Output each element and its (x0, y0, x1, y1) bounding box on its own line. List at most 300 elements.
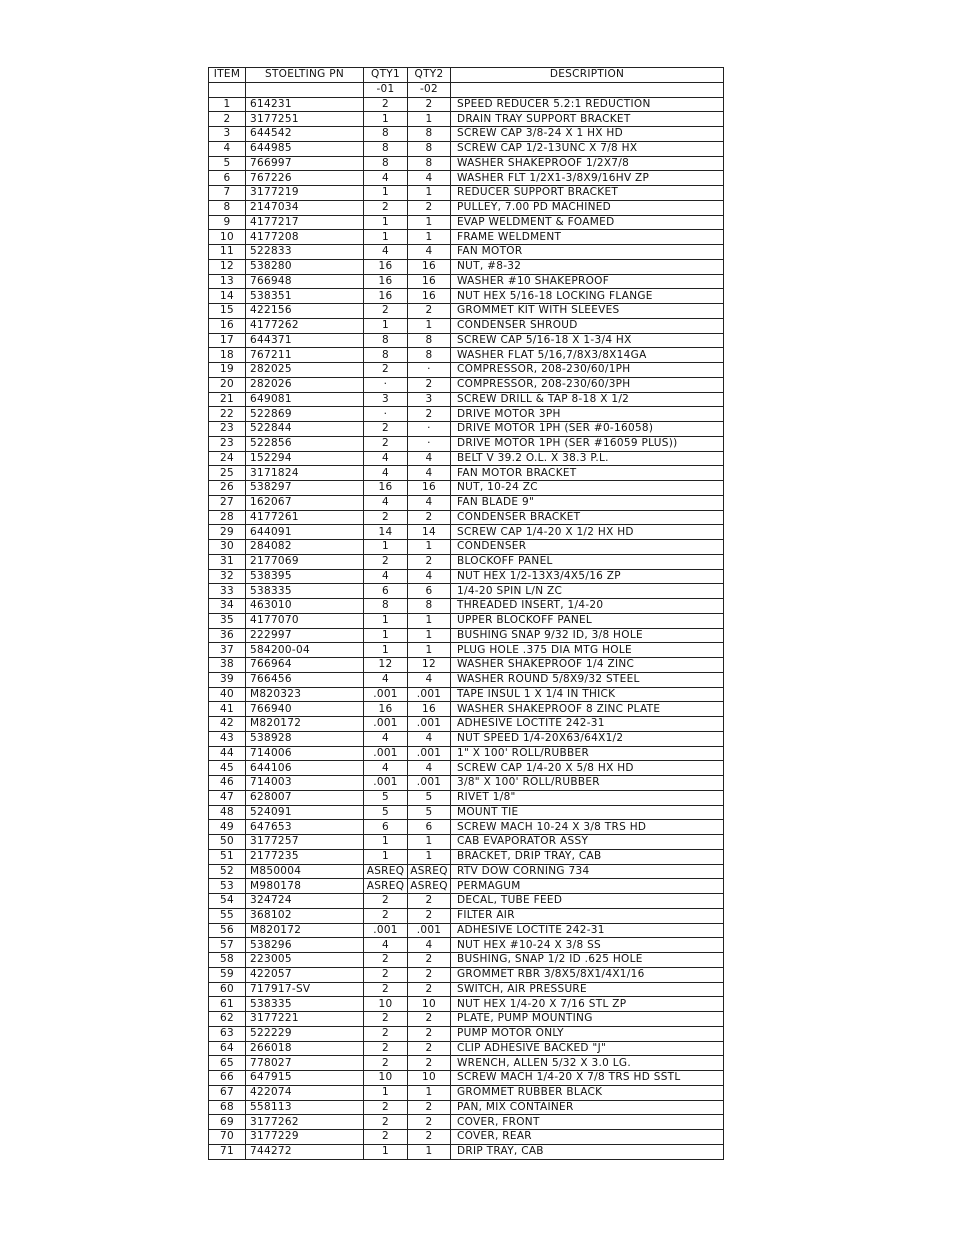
header-stoelting-pn: STOELTING PN (246, 68, 364, 83)
cell-qty2: 1 (408, 186, 451, 201)
cell-description: FILTER AIR (451, 908, 724, 923)
cell-description: SCREW DRILL & TAP 8-18 X 1/2 (451, 392, 724, 407)
cell-qty2: 2 (408, 1115, 451, 1130)
cell-item: 53 (209, 879, 246, 894)
cell-qty2: 5 (408, 805, 451, 820)
cell-stoelting-pn: 524091 (246, 805, 364, 820)
cell-qty1: .001 (364, 746, 408, 761)
table-row (209, 304, 724, 319)
cell-item: 40 (209, 687, 246, 702)
cell-qty1: 3 (364, 392, 408, 407)
cell-description: WASHER FLT 1/2X1-3/8X9/16HV ZP (451, 171, 724, 186)
cell-item: 67 (209, 1085, 246, 1100)
cell-qty1: 8 (364, 333, 408, 348)
cell-qty1: 2 (364, 982, 408, 997)
table-row (209, 643, 724, 658)
table-row (209, 112, 724, 127)
cell-stoelting-pn: M820172 (246, 717, 364, 732)
table-row (209, 879, 724, 894)
cell-qty1: 2 (364, 97, 408, 112)
table-row (209, 687, 724, 702)
cell-stoelting-pn: 324724 (246, 894, 364, 909)
cell-qty2: 10 (408, 1071, 451, 1086)
table-row (209, 127, 724, 142)
cell-qty1: 2 (364, 967, 408, 982)
cell-description: WRENCH, ALLEN 5/32 X 3.0 LG. (451, 1056, 724, 1071)
table-row (209, 274, 724, 289)
cell-item: 39 (209, 672, 246, 687)
cell-item: 5 (209, 156, 246, 171)
cell-description: PAN, MIX CONTAINER (451, 1100, 724, 1115)
cell-item: 7 (209, 186, 246, 201)
cell-qty2: 3 (408, 392, 451, 407)
subheader-description-blank (451, 82, 724, 97)
cell-stoelting-pn: 714006 (246, 746, 364, 761)
cell-stoelting-pn: 522833 (246, 245, 364, 260)
cell-qty1: 2 (364, 1115, 408, 1130)
cell-item: 51 (209, 849, 246, 864)
cell-item: 60 (209, 982, 246, 997)
cell-description: BUSHING SNAP 9/32 ID, 3/8 HOLE (451, 628, 724, 643)
cell-qty1: 2 (364, 1100, 408, 1115)
cell-item: 2 (209, 112, 246, 127)
cell-qty2: 2 (408, 407, 451, 422)
cell-stoelting-pn: 778027 (246, 1056, 364, 1071)
cell-qty2: 8 (408, 599, 451, 614)
cell-qty2: 6 (408, 584, 451, 599)
cell-qty1: 16 (364, 289, 408, 304)
cell-description: WASHER ROUND 5/8X9/32 STEEL (451, 672, 724, 687)
cell-qty2: 1 (408, 112, 451, 127)
table-row (209, 1056, 724, 1071)
cell-item: 9 (209, 215, 246, 230)
cell-qty2: 6 (408, 820, 451, 835)
cell-qty1: · (364, 377, 408, 392)
cell-stoelting-pn: 282026 (246, 377, 364, 392)
table-row (209, 407, 724, 422)
table-row (209, 908, 724, 923)
cell-description: SCREW CAP 5/16-18 X 1-3/4 HX (451, 333, 724, 348)
cell-description: WASHER SHAKEPROOF 8 ZINC PLATE (451, 702, 724, 717)
cell-qty1: 2 (364, 1012, 408, 1027)
cell-qty1: 1 (364, 230, 408, 245)
cell-stoelting-pn: 766964 (246, 658, 364, 673)
header-row (209, 68, 724, 83)
cell-item: 29 (209, 525, 246, 540)
cell-qty2: 10 (408, 997, 451, 1012)
cell-stoelting-pn: 628007 (246, 790, 364, 805)
cell-item: 65 (209, 1056, 246, 1071)
cell-item: 12 (209, 259, 246, 274)
cell-qty2: 4 (408, 245, 451, 260)
cell-item: 50 (209, 835, 246, 850)
cell-stoelting-pn: M820172 (246, 923, 364, 938)
cell-item: 57 (209, 938, 246, 953)
cell-qty1: 2 (364, 1026, 408, 1041)
cell-item: 48 (209, 805, 246, 820)
cell-qty1: 1 (364, 628, 408, 643)
cell-qty2: ASREQ (408, 864, 451, 879)
table-row (209, 1115, 724, 1130)
cell-qty2: 1 (408, 849, 451, 864)
cell-stoelting-pn: 717917-SV (246, 982, 364, 997)
cell-description: ADHESIVE LOCTITE 242-31 (451, 717, 724, 732)
cell-qty1: 1 (364, 613, 408, 628)
cell-qty2: 4 (408, 938, 451, 953)
cell-qty2: 2 (408, 967, 451, 982)
cell-item: 28 (209, 510, 246, 525)
cell-item: 46 (209, 776, 246, 791)
table-row (209, 599, 724, 614)
cell-stoelting-pn: 222997 (246, 628, 364, 643)
cell-description: FAN MOTOR BRACKET (451, 466, 724, 481)
cell-description: CONDENSER BRACKET (451, 510, 724, 525)
cell-description: PULLEY, 7.00 PD MACHINED (451, 200, 724, 215)
cell-qty2: 1 (408, 215, 451, 230)
cell-item: 47 (209, 790, 246, 805)
cell-qty2: 16 (408, 289, 451, 304)
cell-stoelting-pn: 614231 (246, 97, 364, 112)
cell-qty2: 2 (408, 1130, 451, 1145)
table-row (209, 451, 724, 466)
cell-item: 27 (209, 495, 246, 510)
cell-item: 70 (209, 1130, 246, 1145)
table-row (209, 186, 724, 201)
table-row (209, 540, 724, 555)
table-row (209, 717, 724, 732)
table-row (209, 569, 724, 584)
cell-description: NUT HEX 1/2-13X3/4X5/16 ZP (451, 569, 724, 584)
cell-qty1: 14 (364, 525, 408, 540)
cell-stoelting-pn: 744272 (246, 1144, 364, 1159)
table-row (209, 554, 724, 569)
subheader-qty2: -02 (408, 82, 451, 97)
cell-qty1: 4 (364, 451, 408, 466)
cell-stoelting-pn: 422074 (246, 1085, 364, 1100)
cell-item: 44 (209, 746, 246, 761)
cell-qty1: 4 (364, 171, 408, 186)
cell-description: FRAME WELDMENT (451, 230, 724, 245)
table-row (209, 495, 724, 510)
cell-stoelting-pn: 2147034 (246, 200, 364, 215)
cell-description: DECAL, TUBE FEED (451, 894, 724, 909)
cell-description: COMPRESSOR, 208-230/60/1PH (451, 363, 724, 378)
cell-description: WASHER SHAKEPROOF 1/2X7/8 (451, 156, 724, 171)
cell-description: FAN MOTOR (451, 245, 724, 260)
table-row (209, 348, 724, 363)
cell-description: COMPRESSOR, 208-230/60/3PH (451, 377, 724, 392)
cell-stoelting-pn: 284082 (246, 540, 364, 555)
cell-item: 6 (209, 171, 246, 186)
cell-stoelting-pn: 538335 (246, 584, 364, 599)
cell-qty2: 4 (408, 466, 451, 481)
table-row (209, 746, 724, 761)
cell-item: 49 (209, 820, 246, 835)
cell-description: NUT HEX 1/4-20 X 7/16 STL ZP (451, 997, 724, 1012)
cell-qty2: 4 (408, 451, 451, 466)
cell-qty1: 2 (364, 1041, 408, 1056)
cell-stoelting-pn: 766940 (246, 702, 364, 717)
table-row (209, 97, 724, 112)
cell-qty2: .001 (408, 717, 451, 732)
table-row (209, 230, 724, 245)
cell-description: BELT V 39.2 O.L. X 38.3 P.L. (451, 451, 724, 466)
cell-description: CONDENSER (451, 540, 724, 555)
table-row (209, 658, 724, 673)
cell-stoelting-pn: 3177251 (246, 112, 364, 127)
cell-item: 22 (209, 407, 246, 422)
table-row (209, 967, 724, 982)
cell-description: PUMP MOTOR ONLY (451, 1026, 724, 1041)
cell-description: SCREW CAP 1/2-13UNC X 7/8 HX (451, 141, 724, 156)
header-item: ITEM (209, 68, 246, 83)
cell-qty2: 1 (408, 230, 451, 245)
cell-qty2: 2 (408, 304, 451, 319)
cell-stoelting-pn: M980178 (246, 879, 364, 894)
table-row (209, 1144, 724, 1159)
cell-stoelting-pn: 3171824 (246, 466, 364, 481)
cell-item: 21 (209, 392, 246, 407)
cell-stoelting-pn: 3177219 (246, 186, 364, 201)
table-row (209, 259, 724, 274)
table-row (209, 525, 724, 540)
cell-item: 23 (209, 422, 246, 437)
cell-stoelting-pn: 282025 (246, 363, 364, 378)
cell-description: DRAIN TRAY SUPPORT BRACKET (451, 112, 724, 127)
cell-item: 25 (209, 466, 246, 481)
cell-qty1: 4 (364, 245, 408, 260)
table-row (209, 510, 724, 525)
cell-qty2: 2 (408, 908, 451, 923)
cell-description: COVER, REAR (451, 1130, 724, 1145)
cell-qty1: .001 (364, 717, 408, 732)
cell-qty2: 4 (408, 672, 451, 687)
cell-qty2: 4 (408, 171, 451, 186)
cell-item: 36 (209, 628, 246, 643)
cell-qty2: 12 (408, 658, 451, 673)
cell-description: NUT, #8-32 (451, 259, 724, 274)
table-row (209, 466, 724, 481)
cell-stoelting-pn: M820323 (246, 687, 364, 702)
cell-stoelting-pn: 4177217 (246, 215, 364, 230)
table-row (209, 481, 724, 496)
cell-qty2: ASREQ (408, 879, 451, 894)
cell-stoelting-pn: 4177262 (246, 318, 364, 333)
cell-qty2: 1 (408, 1085, 451, 1100)
table-row (209, 805, 724, 820)
cell-qty2: 16 (408, 702, 451, 717)
cell-qty1: 1 (364, 835, 408, 850)
table-row (209, 436, 724, 451)
cell-qty1: 2 (364, 200, 408, 215)
table-row (209, 820, 724, 835)
cell-qty2: 4 (408, 761, 451, 776)
cell-description: ADHESIVE LOCTITE 242-31 (451, 923, 724, 938)
header-description: DESCRIPTION (451, 68, 724, 83)
cell-qty2: 8 (408, 127, 451, 142)
cell-item: 42 (209, 717, 246, 732)
cell-qty2: .001 (408, 776, 451, 791)
cell-qty2: 2 (408, 510, 451, 525)
cell-stoelting-pn: 766997 (246, 156, 364, 171)
cell-item: 26 (209, 481, 246, 496)
table-row (209, 628, 724, 643)
cell-qty2: 2 (408, 1012, 451, 1027)
cell-description: SCREW CAP 1/4-20 X 5/8 HX HD (451, 761, 724, 776)
cell-qty1: 4 (364, 466, 408, 481)
cell-qty2: 1 (408, 540, 451, 555)
cell-qty1: 8 (364, 599, 408, 614)
table-row (209, 422, 724, 437)
table-row (209, 790, 724, 805)
table-row (209, 392, 724, 407)
cell-stoelting-pn: 368102 (246, 908, 364, 923)
cell-qty1: 8 (364, 156, 408, 171)
cell-stoelting-pn: 266018 (246, 1041, 364, 1056)
cell-qty2: · (408, 436, 451, 451)
cell-stoelting-pn: 767226 (246, 171, 364, 186)
cell-qty1: 2 (364, 363, 408, 378)
cell-stoelting-pn: 644985 (246, 141, 364, 156)
cell-qty1: 2 (364, 894, 408, 909)
cell-item: 1 (209, 97, 246, 112)
cell-item: 19 (209, 363, 246, 378)
cell-qty2: 1 (408, 613, 451, 628)
cell-qty2: 1 (408, 1144, 451, 1159)
table-row (209, 982, 724, 997)
cell-item: 18 (209, 348, 246, 363)
table-row (209, 672, 724, 687)
cell-qty2: 8 (408, 333, 451, 348)
table-row (209, 584, 724, 599)
cell-qty2: 4 (408, 569, 451, 584)
cell-qty1: 8 (364, 127, 408, 142)
cell-stoelting-pn: 766948 (246, 274, 364, 289)
cell-qty2: .001 (408, 923, 451, 938)
cell-description: COVER, FRONT (451, 1115, 724, 1130)
cell-description: BUSHING, SNAP 1/2 ID .625 HOLE (451, 953, 724, 968)
cell-item: 62 (209, 1012, 246, 1027)
cell-stoelting-pn: 538928 (246, 731, 364, 746)
cell-item: 58 (209, 953, 246, 968)
cell-description: CLIP ADHESIVE BACKED "J" (451, 1041, 724, 1056)
cell-stoelting-pn: 644542 (246, 127, 364, 142)
cell-stoelting-pn: 644091 (246, 525, 364, 540)
cell-item: 20 (209, 377, 246, 392)
cell-qty2: 8 (408, 348, 451, 363)
table-row (209, 1085, 724, 1100)
cell-qty1: 16 (364, 702, 408, 717)
cell-qty2: 14 (408, 525, 451, 540)
cell-description: CONDENSER SHROUD (451, 318, 724, 333)
table-row (209, 1130, 724, 1145)
cell-qty2: · (408, 422, 451, 437)
cell-qty2: 2 (408, 97, 451, 112)
table-row (209, 702, 724, 717)
cell-description: DRIVE MOTOR 1PH (SER #16059 PLUS)) (451, 436, 724, 451)
table-row (209, 363, 724, 378)
cell-item: 30 (209, 540, 246, 555)
cell-qty1: 4 (364, 761, 408, 776)
table-row (209, 215, 724, 230)
cell-stoelting-pn: 522856 (246, 436, 364, 451)
cell-stoelting-pn: 463010 (246, 599, 364, 614)
cell-qty2: 5 (408, 790, 451, 805)
cell-description: GROMMET RBR 3/8X5/8X1/4X1/16 (451, 967, 724, 982)
table-row (209, 864, 724, 879)
cell-stoelting-pn: 522844 (246, 422, 364, 437)
cell-qty1: 4 (364, 938, 408, 953)
cell-qty1: 2 (364, 908, 408, 923)
cell-description: NUT HEX 5/16-18 LOCKING FLANGE (451, 289, 724, 304)
table-row (209, 333, 724, 348)
cell-qty2: 2 (408, 200, 451, 215)
cell-qty1: 12 (364, 658, 408, 673)
cell-qty1: ASREQ (364, 864, 408, 879)
table-row (209, 613, 724, 628)
cell-qty1: 2 (364, 1130, 408, 1145)
cell-qty1: 2 (364, 510, 408, 525)
cell-stoelting-pn: 538297 (246, 481, 364, 496)
cell-item: 11 (209, 245, 246, 260)
cell-qty2: 8 (408, 156, 451, 171)
cell-stoelting-pn: 3177262 (246, 1115, 364, 1130)
cell-stoelting-pn: 538335 (246, 997, 364, 1012)
cell-description: SCREW CAP 1/4-20 X 1/2 HX HD (451, 525, 724, 540)
cell-stoelting-pn: 558113 (246, 1100, 364, 1115)
cell-qty1: 2 (364, 422, 408, 437)
cell-item: 16 (209, 318, 246, 333)
cell-item: 23 (209, 436, 246, 451)
table-row (209, 1041, 724, 1056)
cell-item: 63 (209, 1026, 246, 1041)
cell-description: DRIP TRAY, CAB (451, 1144, 724, 1159)
cell-qty2: 2 (408, 1056, 451, 1071)
cell-description: SPEED REDUCER 5.2:1 REDUCTION (451, 97, 724, 112)
cell-qty1: 2 (364, 304, 408, 319)
cell-item: 52 (209, 864, 246, 879)
cell-qty1: 10 (364, 1071, 408, 1086)
cell-qty2: 16 (408, 274, 451, 289)
cell-item: 45 (209, 761, 246, 776)
cell-qty1: 16 (364, 274, 408, 289)
cell-description: THREADED INSERT, 1/4-20 (451, 599, 724, 614)
cell-qty2: 2 (408, 953, 451, 968)
cell-qty2: .001 (408, 687, 451, 702)
cell-qty1: 16 (364, 481, 408, 496)
cell-stoelting-pn: 152294 (246, 451, 364, 466)
cell-qty2: .001 (408, 746, 451, 761)
cell-item: 31 (209, 554, 246, 569)
cell-stoelting-pn: 649081 (246, 392, 364, 407)
cell-item: 68 (209, 1100, 246, 1115)
cell-description: FAN BLADE 9" (451, 495, 724, 510)
cell-description: 1" X 100' ROLL/RUBBER (451, 746, 724, 761)
cell-item: 69 (209, 1115, 246, 1130)
cell-stoelting-pn: 522229 (246, 1026, 364, 1041)
cell-qty1: 5 (364, 790, 408, 805)
cell-item: 14 (209, 289, 246, 304)
cell-qty2: 1 (408, 628, 451, 643)
cell-qty1: 4 (364, 731, 408, 746)
cell-item: 41 (209, 702, 246, 717)
table-row (209, 1026, 724, 1041)
cell-qty1: 1 (364, 1144, 408, 1159)
cell-item: 32 (209, 569, 246, 584)
cell-stoelting-pn: 538280 (246, 259, 364, 274)
table-body (209, 97, 724, 1159)
cell-item: 13 (209, 274, 246, 289)
